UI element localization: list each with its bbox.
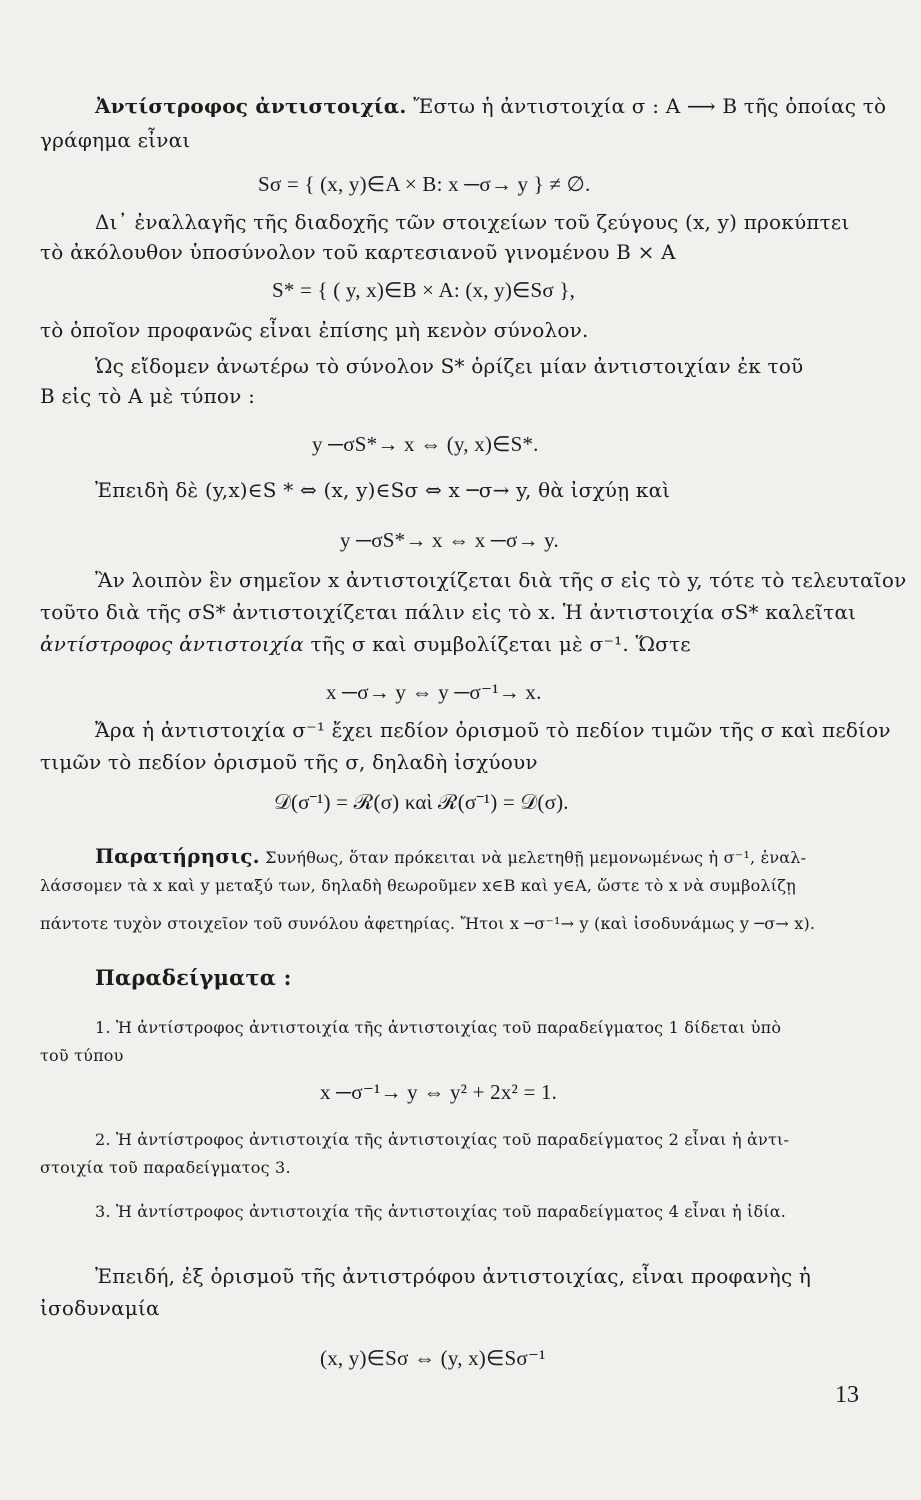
paragraph-4-line-1: Ἐπειδὴ δὲ (y,x)∈S * ⇔ (x, y)∈Sσ ⇔ x ─σ→ y, θὰ ἰσχύῃ καὶ xyxy=(95,478,671,502)
remark-line-1: Παρατήρησις. Συνήθως, ὅταν πρόκειται νὰ μελετηθῇ μεμονωμένως ἡ σ⁻¹, ἐναλ- xyxy=(95,844,807,868)
paragraph-8-line-1: Ἐπειδή, ἐξ ὁρισμοῦ τῆς ἀντιστρόφου ἀντιστοιχίας, εἶναι προφανὴς ἡ xyxy=(95,1264,812,1288)
examples-heading: Παραδείγματα : xyxy=(95,965,292,990)
paragraph-5-line-3: ἀντίστροφος ἀντιστοιχία τῆς σ καὶ συμβολίζεται μὲ σ⁻¹. Ὥστε xyxy=(40,632,691,656)
example-1-line-1: 1. Ἡ ἀντίστροφος ἀντιστοιχία τῆς ἀντιστοιχίας τοῦ παραδείγματος 1 δίδεται ὑπὸ xyxy=(95,1018,782,1037)
equation-example-1: x ─σ⁻¹→ y ⇔ y² + 2x² = 1. xyxy=(320,1080,558,1104)
defined-term: ἀντίστροφος ἀντιστοιχία xyxy=(40,632,304,656)
equation-domain-range: 𝒟(σ⁻¹) = ℛ(σ) καὶ ℛ(σ⁻¹) = 𝒟(σ). xyxy=(274,790,569,814)
equation-s-star-map: y ─σS*→ x ⇔ (y, x)∈S*. xyxy=(312,432,539,456)
line-2: γράφημα εἶναι xyxy=(40,128,191,152)
paragraph-6-line-2: τιμῶν τὸ πεδίον ὁρισμοῦ τῆς σ, δηλαδὴ ἰσχύουν xyxy=(40,750,538,774)
equation-inverse: x ─σ→ y ⇔ y ─σ⁻¹→ x. xyxy=(326,680,542,704)
page-number: 13 xyxy=(835,1382,859,1408)
equation-s-star: S* = { ( y, x)∈B × A: (x, y)∈Sσ }, xyxy=(272,278,576,302)
equation-final: (x, y)∈Sσ ⇔ (y, x)∈Sσ⁻¹ xyxy=(320,1346,546,1370)
example-2-line-1: 2. Ἡ ἀντίστροφος ἀντιστοιχία τῆς ἀντιστοιχίας τοῦ παραδείγματος 2 εἶναι ἡ ἀντι- xyxy=(95,1130,790,1149)
remark-line-3: πάντοτε τυχὸν στοιχεῖον τοῦ συνόλου ἀφετηρίας. Ἤτοι x ─σ⁻¹→ y (καὶ ἰσοδυνάμως y ─σ→ x). xyxy=(40,914,816,933)
paragraph-2-line-3: τὸ ὁποῖον προφανῶς εἶναι ἐπίσης μὴ κενὸν σύνολον. xyxy=(40,318,589,342)
paragraph-2-line-2: τὸ ἀκόλουθον ὑποσύνολον τοῦ καρτεσιανοῦ γινομένου B × A xyxy=(40,240,676,264)
remark-line-2: λάσσομεν τὰ x καὶ y μεταξύ των, δηλαδὴ θεωροῦμεν x∈B καὶ y∈A, ὥστε τὸ x νὰ συμβολίζῃ xyxy=(40,876,796,895)
example-3-line-1: 3. Ἡ ἀντίστροφος ἀντιστοιχία τῆς ἀντιστοιχίας τοῦ παραδείγματος 4 εἶναι ἡ ἰδία. xyxy=(95,1202,787,1221)
remark-heading: Παρατήρησις. xyxy=(95,844,260,868)
paragraph-6-line-1: Ἄρα ἡ ἀντιστοιχία σ⁻¹ ἔχει πεδίον ὁρισμοῦ τὸ πεδίον τιμῶν τῆς σ καὶ πεδίον xyxy=(95,718,891,742)
paragraph-5-line-2: τοῦτο διὰ τῆς σS* ἀντιστοιχίζεται πάλιν εἰς τὸ x. Ἡ ἀντιστοιχία σS* καλεῖται xyxy=(40,600,857,624)
line-1: Ἀντίστροφος ἀντιστοιχία. Ἔστω ἡ ἀντιστοιχία σ : A ⟶ B τῆς ὁποίας τὸ xyxy=(95,94,887,118)
example-2-line-2: στοιχία τοῦ παραδείγματος 3. xyxy=(40,1158,291,1177)
paragraph-8-line-2: ἰσοδυναμία xyxy=(40,1296,160,1320)
paragraph-2-line-1: Δι᾿ ἐναλλαγῆς τῆς διαδοχῆς τῶν στοιχείων τοῦ ζεύγους (x, y) προκύπτει xyxy=(95,210,850,234)
paragraph-5-line-1: Ἂν λοιπὸν ἓν σημεῖον x ἀντιστοιχίζεται διὰ τῆς σ εἰς τὸ y, τότε τὸ τελευταῖον xyxy=(95,568,907,592)
equation-equivalence: y ─σS*→ x ⇔ x ─σ→ y. xyxy=(340,528,559,552)
paragraph-3-line-2: B εἰς τὸ A μὲ τύπον : xyxy=(40,384,256,408)
paragraph-3-line-1: Ὡς εἴδομεν ἀνωτέρω τὸ σύνολον S* ὁρίζει μίαν ἀντιστοιχίαν ἐκ τοῦ xyxy=(95,354,804,378)
section-heading: Ἀντίστροφος ἀντιστοιχία. xyxy=(95,94,407,118)
equation-graph: Sσ = { (x, y)∈A × B: x ─σ→ y } ≠ ∅. xyxy=(258,172,591,196)
example-1-line-2: τοῦ τύπου xyxy=(40,1046,124,1065)
